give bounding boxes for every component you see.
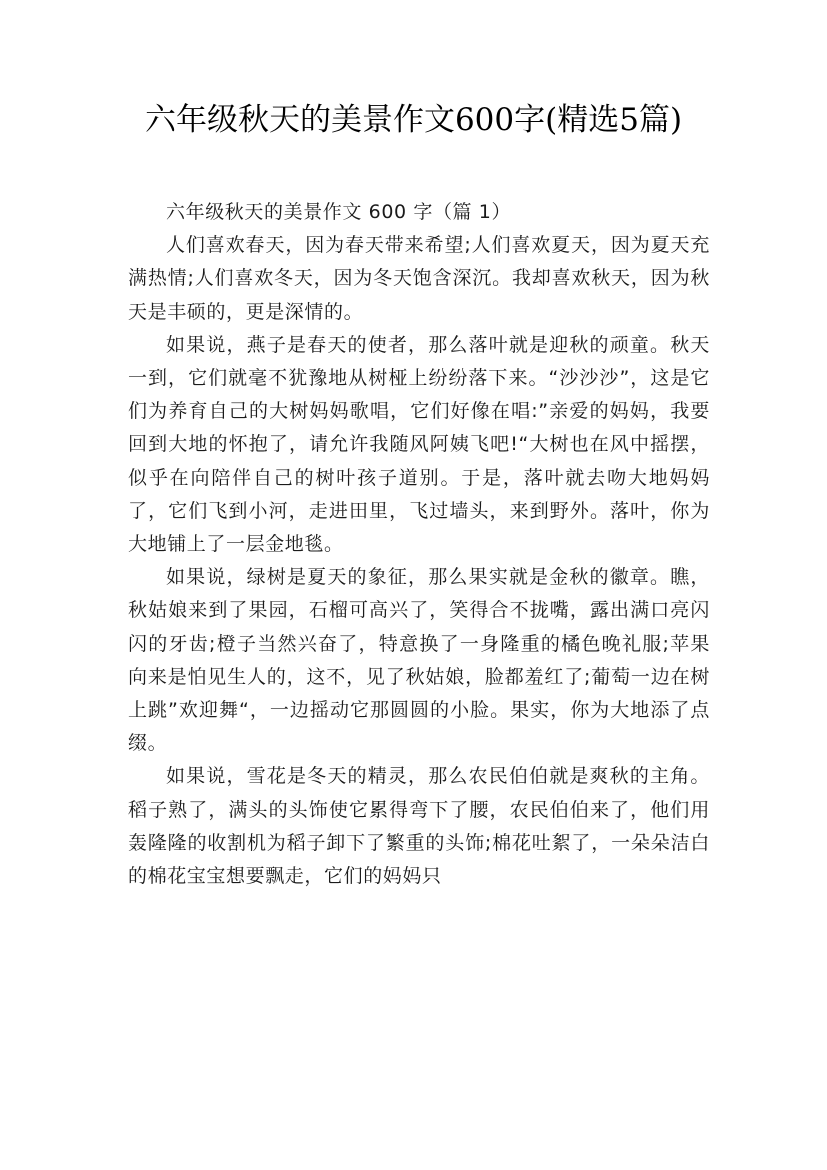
document-title: 六年级秋天的美景作文600字(精选5篇)	[144, 102, 683, 138]
paragraph-3: 如果说，绿树是夏天的象征，那么果实就是金秋的徽章。瞧，秋姑娘来到了果园，石榴可高兴了，笑得合不拢嘴，露出满口亮闪闪的牙齿;橙子当然兴奋了，特意换了一身隆重的橘色晚礼服;苹果向来是怕见生人的，这不，见了秋姑娘，脸都羞红了;葡萄一边在树上跳”欢迎舞“，一边摇动它那圆圆的小脸。果实，你为大地添了点缀。	[128, 566, 710, 755]
paragraph-1: 人们喜欢春天，因为春天带来希望;人们喜欢夏天，因为夏天充满热情;人们喜欢冬天，因为冬天饱含深沉。我却喜欢秋天，因为秋天是丰硕的，更是深情的。	[128, 234, 710, 323]
paragraph-4: 如果说，雪花是冬天的精灵，那么农民伯伯就是爽秋的主角。稻子熟了，满头的头饰使它累得弯下了腰，农民伯伯来了，他们用轰隆隆的收割机为稻子卸下了繁重的头饰;棉花吐絮了，一朵朵洁白的棉花宝宝想要飘走，它们的妈妈只	[128, 765, 710, 888]
article-body	[128, 196, 710, 893]
section-title: 六年级秋天的美景作文 600 字（篇 1）	[166, 201, 512, 223]
paragraph-2: 如果说，燕子是春天的使者，那么落叶就是迎秋的顽童。秋天一到，它们就毫不犹豫地从树桠上纷纷落下来。“沙沙沙”，这是它们为养育自己的大树妈妈歌唱，它们好像在唱:”亲爱的妈妈，我要回到大地的怀抱了，请允许我随风阿姨飞吧!“大树也在风中摇摆，似乎在向陪伴自己的树叶孩子道别。于是，落叶就去吻大地妈妈了，它们飞到小河，走进田里，飞过墙头，来到野外。落叶，你为大地铺上了一层金地毯。	[128, 333, 710, 556]
